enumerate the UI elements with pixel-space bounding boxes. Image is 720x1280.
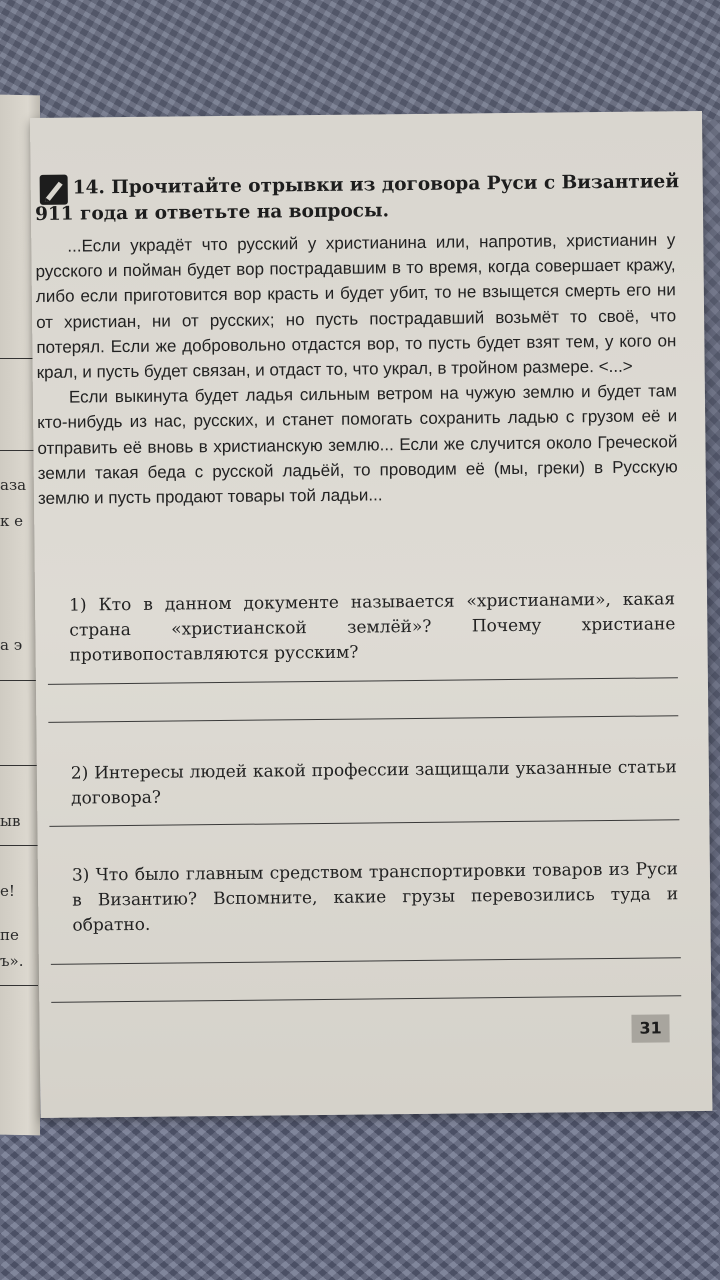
left-page-fragment: пе: [0, 926, 19, 944]
page-number: 31: [631, 1014, 669, 1042]
answer-line[interactable]: [51, 995, 681, 1003]
left-page-fragment: а э: [0, 636, 23, 654]
excerpt-paragraph: ...Если украдёт что русский у христианина или, напротив, христианин у русского и пойман будет вор пострадавшим в то время, когда совершает кражу, либо если приготовится вор красть и будет убит, то не взыщется смерть его ни от христиан, ни от русских; но пусть пострадавший возьмёт то своё, что потерял. Если же добровольно отдастся вор, то пусть будет взят тем, у кого он крал, и пусть будет связан, и отдаст то, что украл, в тройном размере. <...>: [35, 230, 677, 382]
task-title-line1: Прочитайте отрывки из договора Руси с Византией: [111, 171, 680, 199]
question-text: 2) Интересы людей какой профессии защищали указанные статьи договора?: [70, 757, 677, 809]
left-page-line: [0, 450, 38, 451]
left-page-line: [0, 985, 38, 986]
left-page-fragment: е!: [0, 882, 15, 900]
question-3: [48, 857, 679, 939]
answer-line[interactable]: [51, 957, 681, 965]
fabric-background-top: [0, 0, 720, 120]
excerpt-paragraph: Если выкинута будет ладья сильным ветром на чужую землю и будет там кто-нибудь из нас, русских, и станет помогать сохранить ладью с грузом её и отправить её вновь в христианскую землю... Если же случится около Греческой земли такая беда с русской ладьёй, то проводим её (мы, греки) в Русскую землю и пусть продают товары той ладьи...: [37, 381, 678, 508]
left-page-fragment: аза: [0, 476, 27, 494]
left-page-line: [0, 765, 38, 766]
left-page-fragment: к е: [0, 512, 24, 530]
question-2: [47, 755, 677, 812]
treaty-excerpt: [35, 227, 678, 511]
fabric-background-bottom: [0, 1110, 720, 1280]
question-1: [45, 587, 676, 669]
task-title: [34, 169, 684, 227]
left-page-line: [0, 845, 38, 846]
answer-line[interactable]: [48, 677, 678, 685]
answer-line[interactable]: [48, 715, 678, 723]
left-page-fragment: ыв: [0, 812, 21, 830]
left-page-fragment: ъ».: [0, 952, 24, 970]
task-number: 14.: [72, 177, 106, 199]
answer-line[interactable]: [49, 819, 679, 827]
left-page-line: [0, 680, 38, 681]
task-title-line2: 911 года и ответьте на вопросы.: [34, 200, 390, 225]
question-text: 1) Кто в данном документе называется «христианами», какая страна «христианской землёй»? Почему христиане противопоставляются русским?: [69, 589, 676, 666]
question-text: 3) Что было главным средством транспортировки товаров из Руси в Византию? Вспомните, какие грузы перевозились туда и обратно.: [71, 859, 679, 936]
workbook-page: [30, 111, 712, 1118]
